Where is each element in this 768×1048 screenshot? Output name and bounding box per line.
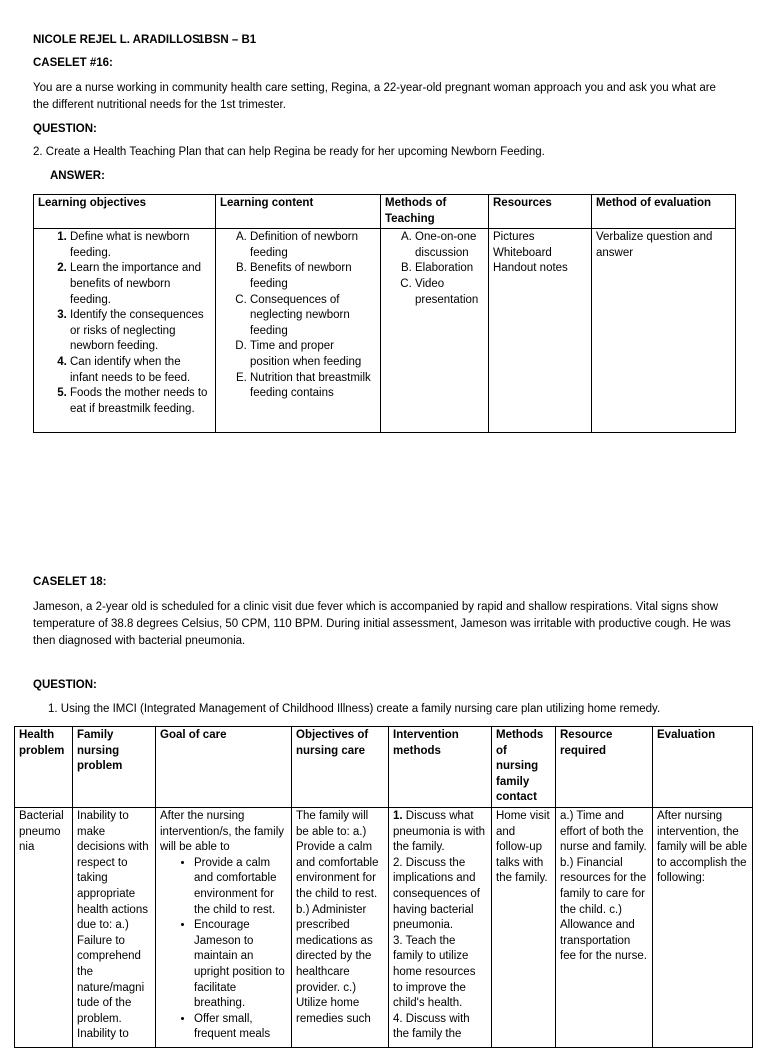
caselet16-text: You are a nurse working in community health care setting, Regina, a 22-year-old pregnant woman approach you and ask you what are the different nutritional needs for the 1st trimester. <box>33 82 716 111</box>
family-care-plan-table <box>14 726 753 1048</box>
goal-intro: After the nursing intervention/s, the family will be able to <box>160 809 285 854</box>
list-item: Pictures <box>493 231 535 244</box>
caselet16-question-label: QUESTION: <box>33 123 97 135</box>
list-item: E. Nutrition that breastmilk feeding contains <box>250 371 376 402</box>
list-item <box>70 230 211 261</box>
list-item: 2. Discuss the implications and consequences of having bacterial pneumonia. <box>393 856 480 932</box>
caselet16-question: 2. Create a Health Teaching Plan that can help Regina be ready for her upcoming Newborn Feeding. <box>33 146 545 158</box>
list-item: 4. Discuss with the family the <box>393 1012 470 1041</box>
list-item: C. Consequences of neglecting newborn feeding <box>250 293 376 340</box>
col-resources: Resources <box>489 195 592 229</box>
list-item <box>70 386 211 417</box>
list-item: 3. Teach the family to utilize home resources to improve the child's health. <box>393 934 476 1010</box>
col-methods-teaching: Methods of Teaching <box>381 195 489 229</box>
student-section: 1BSN – B1 <box>198 34 257 46</box>
col-learning-objectives: Learning objectives <box>34 195 216 229</box>
methods-cell <box>381 229 489 433</box>
list-item: Handout notes <box>493 262 568 275</box>
student-name: NICOLE REJEL L. ARADILLOS <box>33 34 200 46</box>
list-item: A. One-on-one discussion <box>415 230 484 261</box>
list-item: Whiteboard <box>493 246 552 259</box>
col-health-problem: Health problem <box>15 727 73 808</box>
list-item <box>70 261 211 308</box>
col-methods-family-contact: Methods of nursing family contact <box>492 727 556 808</box>
list-item: • Encourage Jameson to maintain an upright position to facilitate breathing. <box>194 918 287 1012</box>
list-item: B. Elaboration <box>415 261 484 277</box>
resources-cell <box>489 229 592 433</box>
list-item <box>70 308 211 355</box>
goal-cell <box>156 807 292 1047</box>
list-item: • Offer small, frequent meals <box>194 1012 287 1043</box>
col-intervention-methods: Intervention methods <box>389 727 492 808</box>
list-item: C. Video presentation <box>415 277 484 308</box>
objectives-care-cell: The family will be able to: a.) Provide a calm and comfortable environment for the child to rest. b.) Administer prescribed medications as directed by the healthcare provider. c.) Utilize home remedies such <box>292 807 389 1047</box>
intervention-text: Discuss what pneumonia is with the family. <box>393 809 486 854</box>
list-item <box>393 809 487 856</box>
col-family-nursing-problem: Family nursing problem <box>73 727 156 808</box>
col-goal-of-care: Goal of care <box>156 727 292 808</box>
resource-required-cell: a.) Time and effort of both the nurse and family. b.) Financial resources for the family to care for the child. c.) Allowance and transportation fee for the nurse. <box>556 807 653 1047</box>
col-learning-content: Learning content <box>216 195 381 229</box>
answer-label: ANSWER: <box>50 170 105 182</box>
list-item: A. Definition of newborn feeding <box>250 230 376 261</box>
intervention-number: 1. <box>393 809 403 822</box>
evaluation-cell: Verbalize question and answer <box>592 229 736 433</box>
col-method-evaluation: Method of evaluation <box>592 195 736 229</box>
caselet18-question: 1. Using the IMCI (Integrated Management of Childhood Illness) create a family nursing care plan utilizing home remedy. <box>48 703 661 715</box>
intervention-cell <box>389 807 492 1047</box>
objective-text: Define what is newborn feeding. <box>70 231 190 259</box>
col-objectives-nursing-care: Objectives of nursing care <box>292 727 389 808</box>
evaluation-cell: After nursing intervention, the family will be able to accomplish the following: <box>653 807 753 1047</box>
list-item: D. Time and proper position when feeding <box>250 339 376 370</box>
objectives-cell <box>34 229 216 433</box>
objective-text: Foods the mother needs to eat if breastmilk feeding. <box>70 387 208 415</box>
caselet18-question-label: QUESTION: <box>33 679 97 691</box>
content-cell <box>216 229 381 433</box>
list-item: • Provide a calm and comfortable environment for the child to rest. <box>194 856 287 918</box>
family-problem-cell: Inability to make decisions with respect to taking appropriate health actions due to: a.) Failure to comprehend the nature/magni tude of the problem. Inability to <box>73 807 156 1047</box>
caselet16-title: CASELET #16: <box>33 57 113 69</box>
objective-text: Identify the consequences or risks of neglecting newborn feeding. <box>70 309 204 353</box>
col-resource-required: Resource required <box>556 727 653 808</box>
col-evaluation: Evaluation <box>653 727 753 808</box>
contact-cell: Home visit and follow-up talks with the family. <box>492 807 556 1047</box>
objective-text: Learn the importance and benefits of newborn feeding. <box>70 262 202 306</box>
list-item: B. Benefits of newborn feeding <box>250 261 376 292</box>
objective-text: Can identify when the infant needs to be feed. <box>70 355 191 384</box>
caselet18-text: Jameson, a 2-year old is scheduled for a clinic visit due fever which is accompanied by rapid and shallow respirations. Vital signs show temperature of 38.8 degrees Celsius, 50 CPM, 110 BPM. During initial assessment, Jameson was irritable with productive cough. He was then diagnosed with bacterial pneumonia. <box>33 601 731 647</box>
health-teaching-plan-table <box>33 194 736 433</box>
health-problem-cell: Bacterial pneumo nia <box>15 807 73 1047</box>
caselet18-title: CASELET 18: <box>33 576 107 588</box>
list-item <box>70 355 211 386</box>
